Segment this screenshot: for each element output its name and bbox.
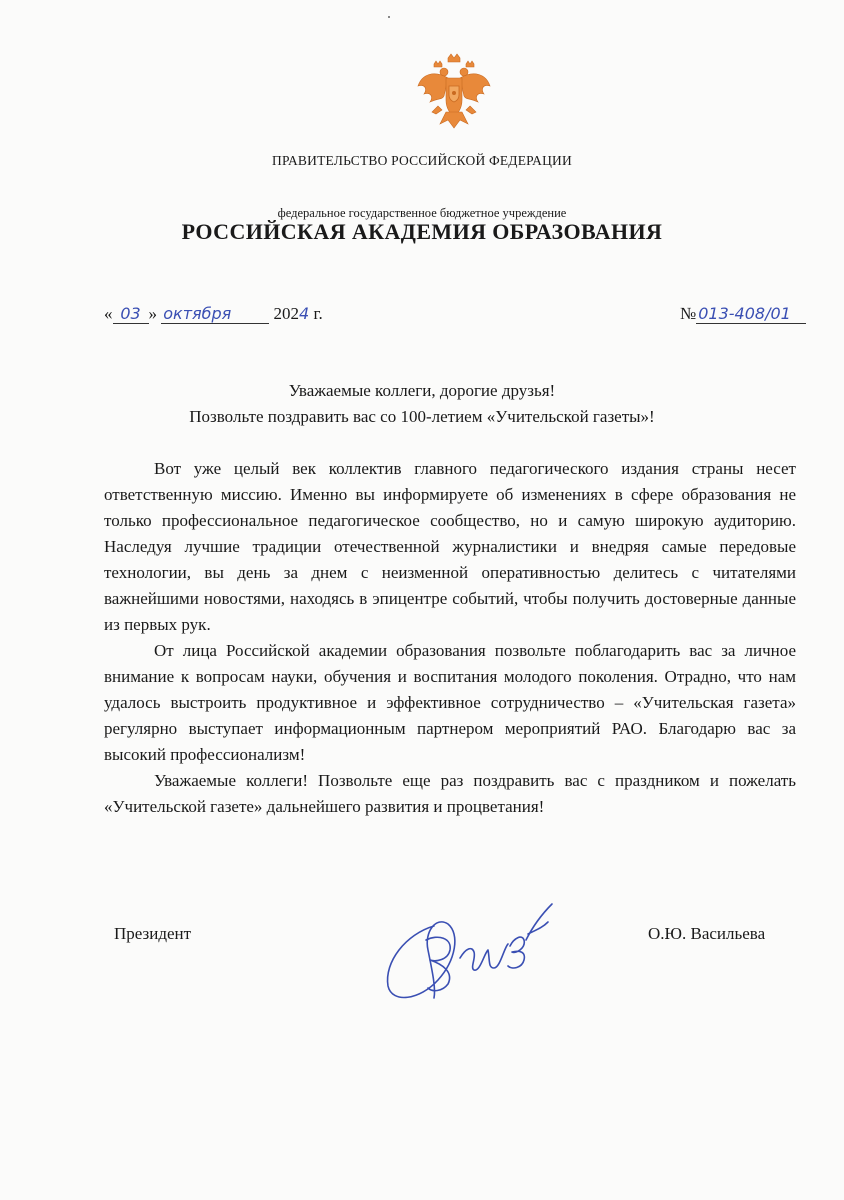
body-paragraph-1: Вот уже целый век коллектив главного педагогического издания страны несет ответственную миссию. Именно вы информируете об изменениях в сфере образования не только профессиональное педагогическое сообщество, но и самую широкую аудиторию. Наследуя лучшие традиции отечественной журналистики и внедряя самые передовые технологии, вы день за днем с неизменной оперативностью делитесь с читателями важнейшими новостями, находясь в эпицентре событий, чтобы получить достоверные данные из первых рук. (104, 459, 796, 634)
document-date (104, 304, 323, 324)
date-year-unit: г. (313, 304, 323, 323)
greeting-line-1: Уважаемые коллеги, дорогие друзья! (288, 381, 556, 400)
document-number (680, 304, 806, 324)
number-value: 013-408/01 (696, 304, 806, 324)
signer-title: Президент (114, 924, 192, 943)
body-paragraph-2: От лица Российской академии образования позвольте поблагодарить вас за личное внимание к вопросам науки, обучения и воспитания молодого поколения. Отрадно, что нам удалось выстроить продуктивное и эффективное сотрудничество – «Учительская газета» регулярно выступает информационным партнером мероприятий РАО. Благодарю вас за высокий профессионализм! (104, 641, 796, 764)
date-day: 03 (113, 304, 149, 324)
institution-name: РОССИЙСКАЯ АКАДЕМИЯ ОБРАЗОВАНИЯ (181, 219, 663, 244)
number-label: № (680, 304, 697, 323)
handwritten-signature (376, 888, 566, 1008)
date-year-prefix: 202 (273, 304, 299, 323)
date-year-suffix: 4 (299, 304, 310, 323)
scan-speck (388, 16, 390, 18)
letter-body (104, 456, 796, 820)
coat-of-arms-emblem (414, 52, 494, 132)
signer-name: О.Ю. Васильева (648, 924, 766, 943)
institution-type: федеральное государственное бюджетное учреждение (277, 206, 567, 220)
date-open-quote: « (104, 304, 113, 323)
greeting (0, 378, 844, 430)
date-month: октября (161, 304, 269, 324)
body-paragraph-3: Уважаемые коллеги! Позвольте еще раз поздравить вас с праздником и пожелать «Учительской газете» дальнейшего развития и процветания! (104, 771, 796, 816)
government-heading: ПРАВИТЕЛЬСТВО РОССИЙСКОЙ ФЕДЕРАЦИИ (272, 153, 572, 168)
date-close-quote: » (148, 304, 157, 323)
greeting-line-2: Позвольте поздравить вас со 100-летием «Учительской газеты»! (189, 407, 655, 426)
